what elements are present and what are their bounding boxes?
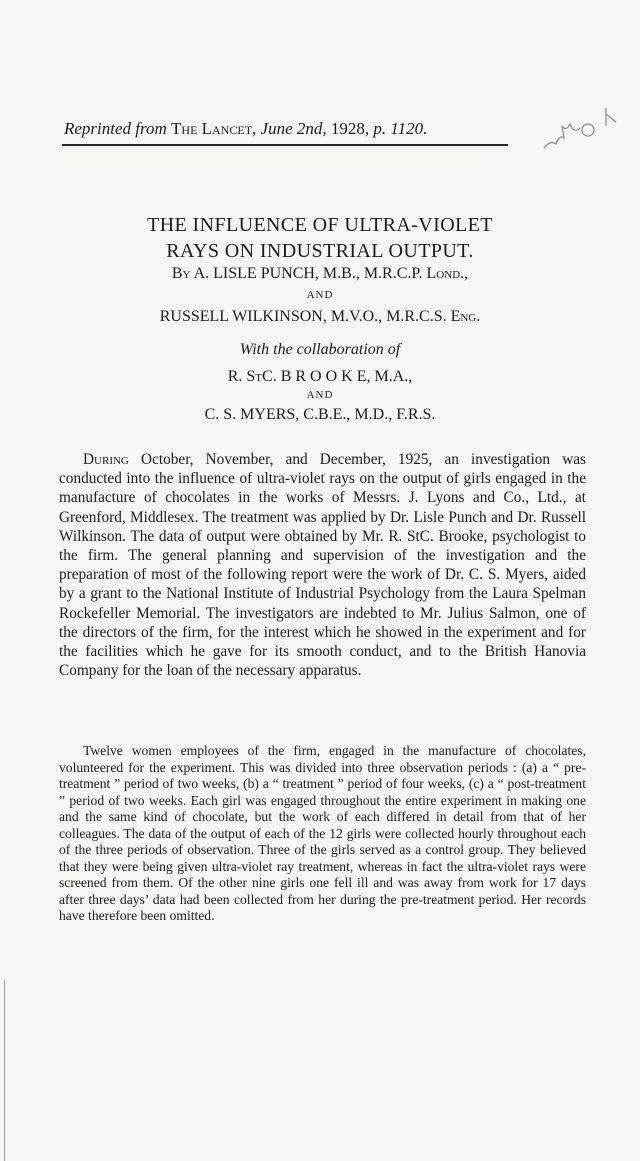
and-separator-1: AND bbox=[306, 289, 334, 301]
author-line-1 bbox=[40, 264, 600, 284]
author-2-suffix: Eng. bbox=[450, 308, 481, 325]
journal-name: The Lancet bbox=[171, 119, 253, 138]
body-paragraph-1 bbox=[59, 450, 586, 680]
scan-edge-line bbox=[4, 980, 5, 1161]
handwritten-mark-icon bbox=[540, 104, 630, 154]
author-1-suffix: Lond., bbox=[426, 265, 469, 282]
author-line-4 bbox=[40, 405, 600, 425]
paragraph-lead-word: During bbox=[83, 451, 129, 468]
page-reference: p. 1120. bbox=[373, 119, 428, 138]
reprint-prefix: Reprinted from bbox=[64, 119, 167, 138]
header-rule bbox=[62, 144, 508, 146]
by-label: By bbox=[171, 265, 191, 282]
author-3-stc: StC. bbox=[246, 368, 277, 385]
author-2: RUSSELL WILKINSON, M.V.O., M.R.C.S. bbox=[159, 308, 447, 325]
author-3-initial: R. bbox=[227, 368, 243, 385]
title-line-1: THE INFLUENCE OF ULTRA-VIOLET bbox=[147, 214, 493, 236]
collaboration-note: With the collaboration of bbox=[239, 341, 401, 358]
article-title bbox=[60, 212, 580, 264]
issue-year: 1928, bbox=[330, 119, 370, 138]
body-paragraph-2: Twelve women employees of the firm, engaged in the manufacture of chocolates, volunteered for the experiment. This was divided into three observation periods : (a) a “ pre-treatment ” period of two weeks, (b) a “ treatment ” period of four weeks, (c) a “ post-treatment ” period of two weeks. Each girl was engaged throughout the entire experiment in making one and the same kind of chocolate, but the work of each differed in detail from that of her colleagues. The data of the output of each of the 12 girls were collected hourly throughout each of the three periods of observation. Three of the girls served as a control group. They believed that they were being given ultra-violet ray treatment, whereas in fact the ultra-violet rays were screened from them. Of the other nine girls one fell ill and was away from work for 17 days after three days’ data had been collected from her during the pre-treatment period. Her records have therefore been omitted. bbox=[59, 743, 586, 923]
author-4: C. S. MYERS, C.B.E., M.D., F.R.S. bbox=[204, 406, 436, 423]
reprint-header: Reprinted from The Lancet, June 2nd, 1928, p. 1120. bbox=[64, 119, 428, 138]
issue-date: June 2nd, bbox=[260, 119, 327, 138]
and-separator-2: AND bbox=[306, 389, 334, 401]
author-3-name: B R O O K E, M.A., bbox=[280, 368, 413, 385]
title-line-2: RAYS ON INDUSTRIAL OUTPUT. bbox=[166, 240, 474, 262]
author-line-3 bbox=[40, 367, 600, 387]
paragraph-1-text: October, November, and December, 1925, an investigation was conducted into the influence of ultra-violet rays on the output of girls engaged in the manufacture of chocolates in the works of Messrs. J. Lyons and Co., Ltd., at Greenford, Middlesex. The treatment was applied by Dr. Lisle Punch and Dr. Russell Wilkinson. The data of output were obtained by Mr. R. StC. Brooke, psychologist to the firm. The general planning and supervision of the investigation and the preparation of most of the following report were the work of Dr. C. S. Myers, aided by a grant to the National Institute of Industrial Psychology from the Laura Spelman Rockefeller Memorial. The investigators are indebted to Mr. Julius Salmon, one of the directors of the firm, for the interest which he showed in the experiment and for the facilities which he gave for its smooth conduct, and to the British Hanovia Company for the loan of the necessary apparatus. bbox=[59, 451, 586, 680]
author-line-2 bbox=[40, 307, 600, 327]
author-1: A. LISLE PUNCH, M.B., M.R.C.P. bbox=[193, 265, 423, 282]
